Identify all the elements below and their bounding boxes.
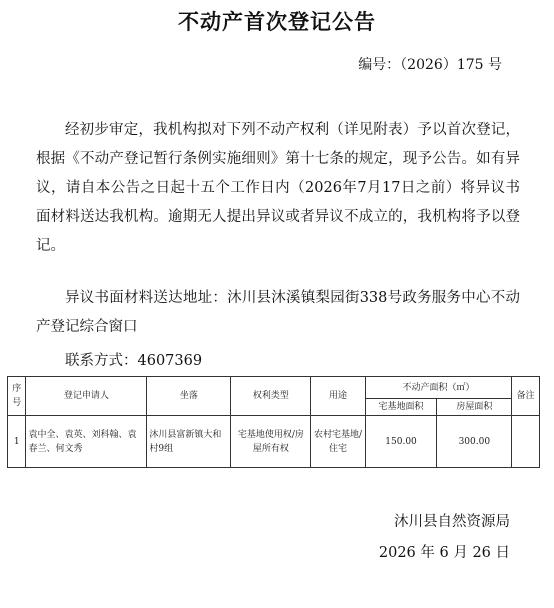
header-area-group: 不动产面积（㎡） — [365, 377, 512, 399]
header-location: 坐落 — [147, 377, 231, 416]
registration-table — [7, 376, 540, 468]
cell-seq: 1 — [8, 416, 26, 468]
cell-location: 沐川县富新镇大和村9组 — [147, 416, 231, 468]
header-seq: 序号 — [8, 377, 26, 416]
document-number: 编号：（2026）175 号 — [358, 57, 502, 73]
issue-date: 2026 年 6 月 26 日 — [378, 545, 510, 561]
header-right-type: 权利类型 — [231, 377, 311, 416]
cell-house-area: 300.00 — [437, 416, 512, 468]
cell-land-area: 150.00 — [365, 416, 437, 468]
header-house-area: 房屋面积 — [437, 399, 512, 416]
cell-applicant: 袁中全、袁英、刘科翰、袁春兰、何文秀 — [26, 416, 147, 468]
announcement-paragraph: 经初步审定，我机构拟对下列不动产权利（详见附表）予以首次登记，根据《不动产登记暂行条例实施细则》第十七条的规定，现予公告。如有异议，请自本公告之日起十五个工作日内（2026年7月17日之前）将异议书面材料送达我机构。逾期无人提出异议或者异议不成立的，我机构将予以登记。 — [36, 122, 520, 254]
header-remarks: 备注 — [512, 377, 540, 416]
cell-remarks — [512, 416, 540, 468]
header-applicant: 登记申请人 — [26, 377, 147, 416]
objection-address-paragraph: 异议书面材料送达地址：沐川县沐溪镇梨园街338号政务服务中心不动产登记综合窗口 — [36, 290, 520, 335]
issuing-agency: 沐川县自然资源局 — [394, 514, 510, 530]
header-land-area: 宅基地面积 — [365, 399, 437, 416]
cell-usage: 农村宅基地/住宅 — [311, 416, 365, 468]
header-usage: 用途 — [311, 377, 365, 416]
document-title: 不动产首次登记公告 — [178, 9, 376, 34]
cell-right-type: 宅基地使用权/房屋所有权 — [231, 416, 311, 468]
contact-info: 联系方式：4607369 — [65, 353, 203, 369]
table-row — [8, 416, 540, 468]
